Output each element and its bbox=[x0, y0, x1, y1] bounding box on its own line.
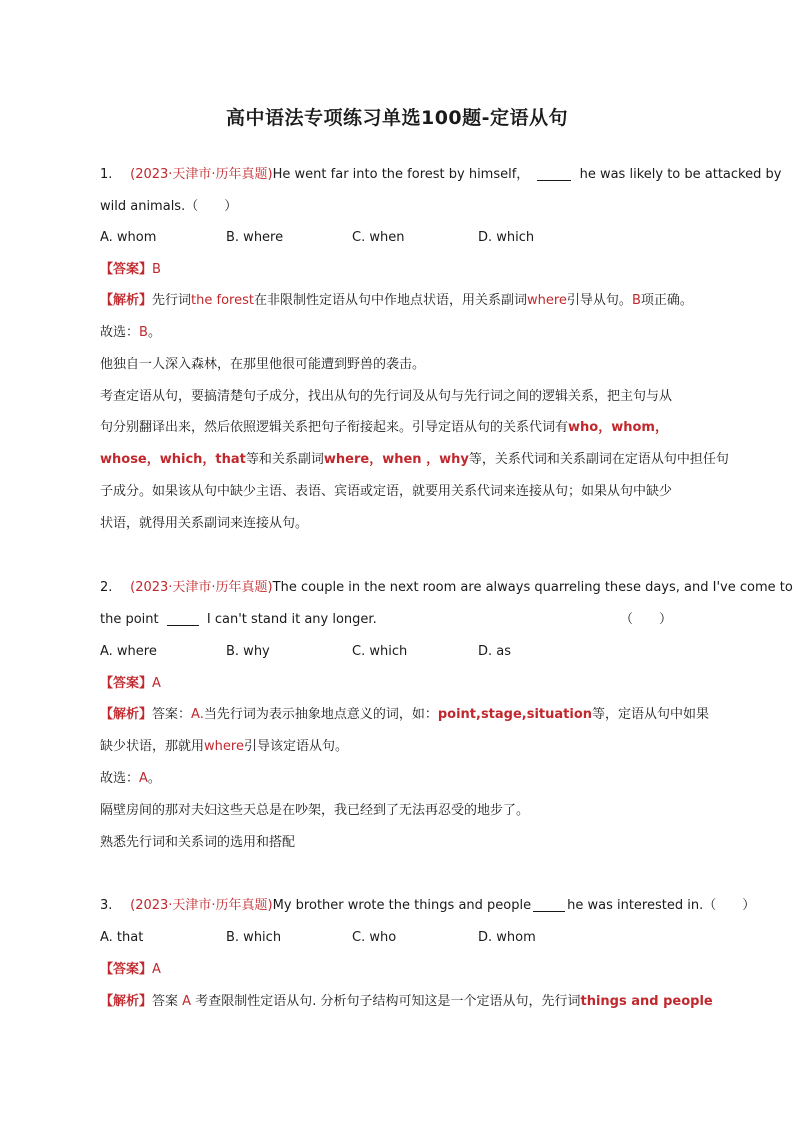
question-source: (2023·天津市·历年真题) bbox=[130, 167, 273, 182]
note-line: 状语，就得用关系副词来连接从句。 bbox=[100, 516, 309, 531]
analysis-tag: 【解析】 bbox=[100, 994, 153, 1009]
stem-text: he was likely to be attacked by bbox=[579, 167, 782, 182]
analysis-keyword: B bbox=[139, 325, 148, 340]
analysis-line bbox=[100, 323, 730, 343]
note-line: 子成分。如果该从句中缺少主语、表语、宾语或定语，就要用关系代词来连接从句；如果从句中缺少 bbox=[100, 484, 673, 499]
stem-text: My brother wrote the things and people bbox=[272, 898, 532, 913]
analysis-text: 考查限制性定语从句. 分析句子结构可知这是一个定语从句，先行词 bbox=[195, 994, 581, 1009]
analysis-keyword: where bbox=[526, 293, 567, 308]
analysis-text: 缺少状语，那就用 bbox=[100, 739, 205, 754]
stem-text: he was interested in.（ ） bbox=[567, 898, 756, 913]
question-number: 2. bbox=[100, 580, 113, 595]
stem-text: wild animals.（ ） bbox=[100, 199, 238, 214]
question-2-stem bbox=[100, 578, 793, 598]
stem-text: I can't stand it any longer. bbox=[206, 612, 377, 627]
option-c[interactable]: C. when bbox=[352, 230, 405, 245]
note-text: 句分别翻译出来，然后依照逻辑关系把句子衔接起来。引导定语从句的关系代词有 bbox=[100, 420, 569, 435]
analysis-text: 引导该定语从句。 bbox=[243, 739, 348, 754]
analysis-line bbox=[100, 769, 730, 789]
option-c[interactable]: C. who bbox=[352, 930, 397, 945]
note-keyword: whose，which，that bbox=[100, 452, 246, 467]
answer-line bbox=[100, 260, 730, 280]
stem-text: the point bbox=[100, 612, 159, 627]
analysis-text: 等，定语从句中如果 bbox=[592, 707, 710, 722]
answer-paren: （ ） bbox=[620, 612, 673, 627]
note-keyword: where，when ，why bbox=[323, 452, 469, 467]
note-line: 考查定语从句，要搞清楚句子成分，找出从句的先行词及从句与先行词之间的逻辑关系，把主句与从 bbox=[100, 389, 673, 404]
analysis-text: 故选： bbox=[100, 771, 140, 786]
analysis-text: 故选： bbox=[100, 325, 140, 340]
option-a[interactable]: A. whom bbox=[100, 230, 157, 245]
analysis-text: 答案： bbox=[152, 707, 192, 722]
analysis-text: 当先行词为表示抽象地点意义的词，如： bbox=[203, 707, 438, 722]
answer-tag: 【答案】 bbox=[100, 676, 153, 691]
analysis-line bbox=[100, 705, 730, 725]
analysis-text: 引导从句。 bbox=[566, 293, 632, 308]
question-number: 3. bbox=[100, 898, 113, 913]
answer-value: A bbox=[152, 962, 161, 977]
note-text: 等和关系副词 bbox=[245, 452, 324, 467]
answer-value: B bbox=[152, 262, 161, 277]
answer-blank bbox=[167, 611, 199, 626]
option-b[interactable]: B. where bbox=[226, 230, 284, 245]
question-source: (2023·天津市·历年真题) bbox=[130, 898, 273, 913]
analysis-keyword: A. bbox=[191, 707, 204, 722]
question-3-stem bbox=[100, 896, 756, 916]
note-text: 等，关系代词和关系副词在定语从句中担任句 bbox=[468, 452, 729, 467]
analysis-keyword: B bbox=[631, 293, 641, 308]
option-a[interactable]: A. that bbox=[100, 930, 144, 945]
analysis-line bbox=[100, 737, 730, 757]
question-source: (2023·天津市·历年真题) bbox=[130, 580, 273, 595]
analysis-keyword: point,stage,situation bbox=[437, 707, 593, 722]
answer-blank bbox=[537, 166, 571, 181]
stem-text: He went far into the forest by himself， bbox=[272, 167, 530, 182]
question-1-stem bbox=[100, 165, 782, 185]
translation: 隔壁房间的那对夫妇这些天总是在吵架，我已经到了无法再忍受的地步了。 bbox=[100, 803, 530, 818]
question-1-stem-cont bbox=[100, 197, 730, 217]
stem-text: The couple in the next room are always quarreling these days, and I've come to bbox=[272, 580, 793, 595]
option-b[interactable]: B. which bbox=[226, 930, 282, 945]
analysis-text: 在非限制性定语从句中作地点状语，用关系副词 bbox=[253, 293, 527, 308]
analysis-text: 答案 bbox=[152, 994, 179, 1009]
analysis-keyword: A bbox=[182, 994, 192, 1009]
question-number: 1. bbox=[100, 167, 113, 182]
answer-value: A bbox=[152, 676, 161, 691]
answer-line bbox=[100, 960, 730, 980]
option-d[interactable]: D. as bbox=[478, 644, 512, 659]
answer-tag: 【答案】 bbox=[100, 962, 153, 977]
option-d[interactable]: D. whom bbox=[478, 930, 536, 945]
analysis-tag: 【解析】 bbox=[100, 293, 153, 308]
analysis-text: 。 bbox=[147, 771, 161, 786]
analysis-line bbox=[100, 291, 730, 311]
option-d[interactable]: D. which bbox=[478, 230, 535, 245]
analysis-text: 项正确。 bbox=[640, 293, 693, 308]
analysis-keyword: A bbox=[139, 771, 148, 786]
analysis-keyword: the forest bbox=[191, 293, 254, 308]
answer-blank bbox=[533, 897, 565, 912]
note-line: 熟悉先行词和关系词的选用和搭配 bbox=[100, 835, 296, 850]
analysis-tag: 【解析】 bbox=[100, 707, 153, 722]
translation: 他独自一人深入森林，在那里他很可能遭到野兽的袭击。 bbox=[100, 357, 426, 372]
analysis-keyword: things and people bbox=[580, 994, 713, 1009]
answer-line bbox=[100, 674, 730, 694]
option-c[interactable]: C. which bbox=[352, 644, 408, 659]
analysis-line bbox=[100, 992, 730, 1012]
note-line bbox=[100, 450, 730, 470]
analysis-text: 。 bbox=[147, 325, 161, 340]
note-keyword: who，whom， bbox=[568, 420, 668, 435]
analysis-text: 先行词 bbox=[152, 293, 192, 308]
answer-tag: 【答案】 bbox=[100, 262, 153, 277]
option-b[interactable]: B. why bbox=[226, 644, 270, 659]
option-a[interactable]: A. where bbox=[100, 644, 157, 659]
analysis-keyword: where bbox=[204, 739, 244, 754]
note-line bbox=[100, 418, 730, 438]
page-title: 高中语法专项练习单选100题-定语从句 bbox=[225, 107, 569, 129]
